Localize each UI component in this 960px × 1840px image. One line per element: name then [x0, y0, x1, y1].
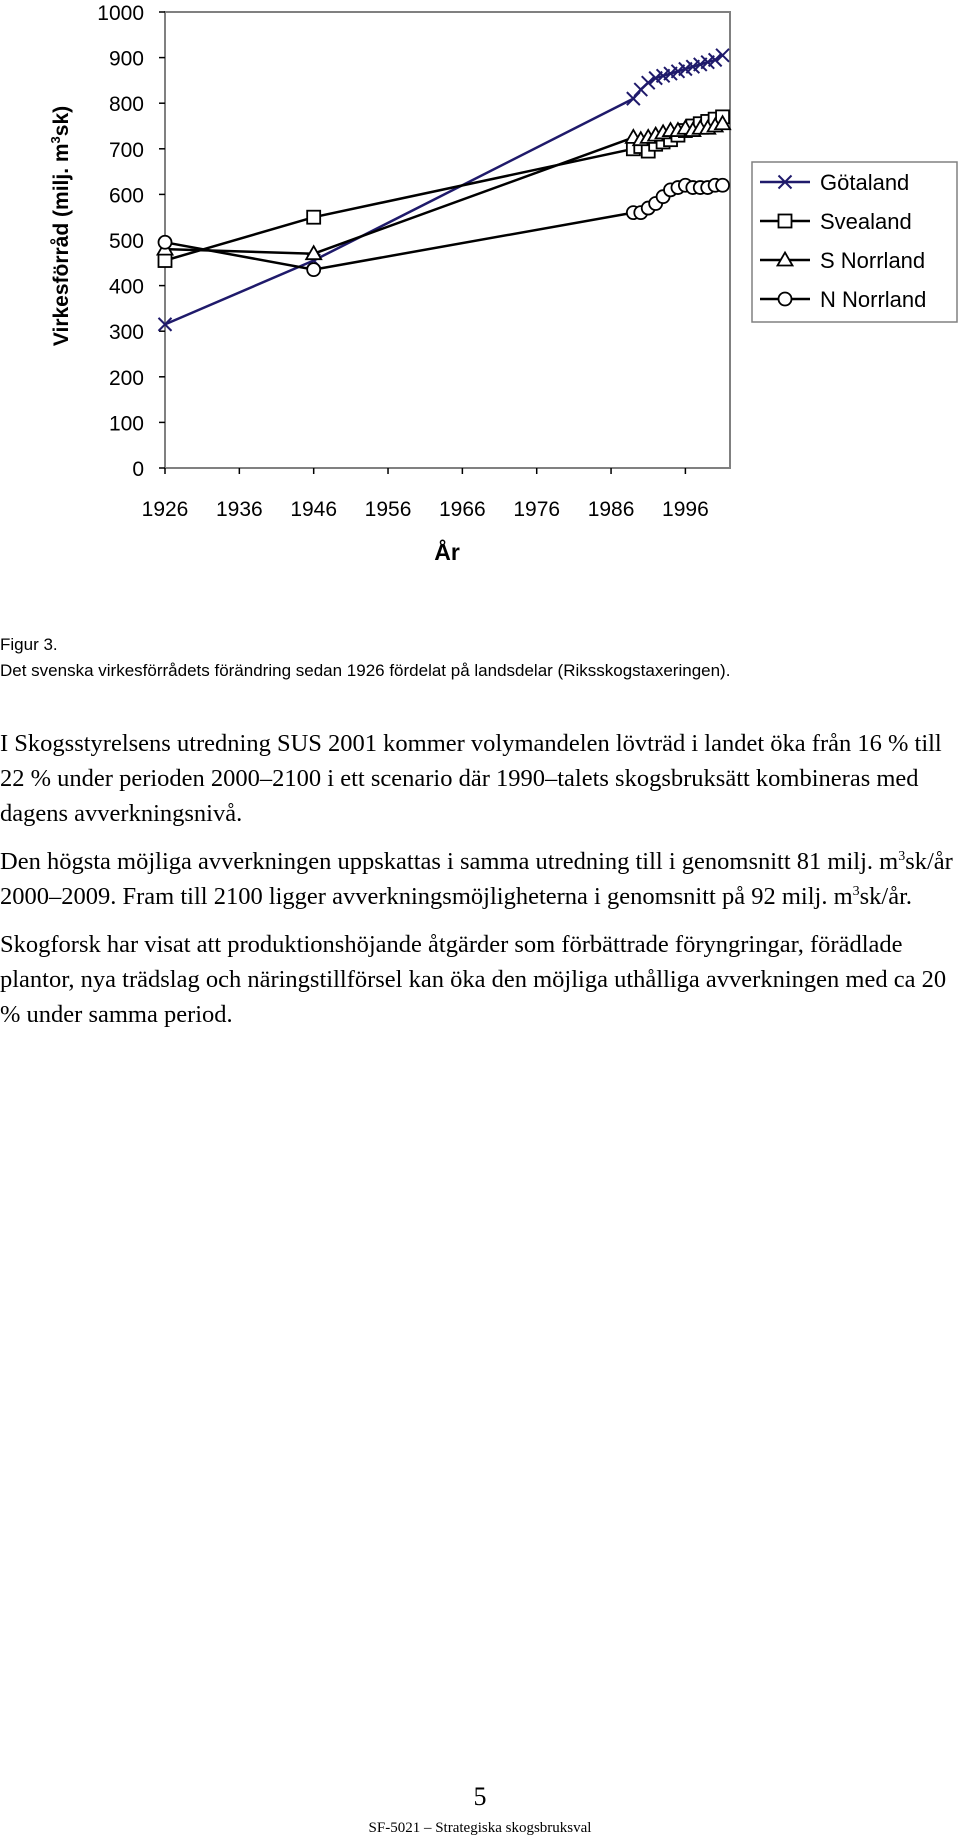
data-point — [307, 263, 320, 276]
superscript-3: 3 — [898, 849, 906, 864]
page-number: 5 — [473, 1782, 487, 1811]
y-tick-label: 400 — [108, 275, 144, 299]
y-tick-label: 0 — [132, 458, 144, 481]
superscript-3: 3 — [852, 884, 860, 899]
chart — [0, 0, 960, 600]
chart-series — [158, 49, 731, 331]
paragraph-3: Skogforsk har visat att produktionshöjande åtgärder som förbättrade föryngringar, förädlade plantor, nya trädslag och näringstillförsel kan öka den möjliga uthålliga avverkningen med ca 20 % under samma period. — [0, 931, 947, 1028]
paragraph-2-part-2: sk/år 2000–2009. Fram till 2100 ligger avverkningsmöjligheterna i genomsnitt på 92 milj. m — [0, 848, 953, 910]
caption-text: Det svenska virkesförrådets förändring sedan 1926 fördelat på landsdelar (Riksskogstaxeringen). — [0, 661, 731, 680]
y-axis-title — [48, 106, 73, 346]
y-tick-label: 600 — [108, 184, 144, 208]
series-line — [165, 185, 723, 269]
figure-caption — [0, 632, 730, 684]
legend-label: S Norrland — [820, 248, 926, 273]
legend-label: N Norrland — [820, 287, 927, 312]
y-tick-label: 800 — [108, 93, 144, 117]
chart-legend — [752, 162, 957, 322]
paragraph-2-part-1: Den högsta möjliga avverkningen uppskattas i samma utredning till i genomsnitt 81 milj. m — [0, 848, 899, 875]
page-footer: SF-5021 – Strategiska skogsbruksval — [368, 1820, 592, 1836]
chart-ticks — [97, 2, 708, 521]
y-axis-title-text: Virkesförråd (milj. $m^3sk$) — [48, 105, 73, 347]
paragraph-1: I Skogsstyrelsens utredning SUS 2001 kommer volymandelen lövträd i landet öka från 16 % till 22 % under perioden 2000–2100 i ett scenario där 1990–talets skogsbruksätt kombineras med dagens avverkningsnivå. — [0, 730, 942, 827]
y-tick-label: 900 — [108, 47, 144, 71]
paragraph-2 — [0, 844, 955, 914]
x-tick-label: 1976 — [513, 498, 561, 521]
legend-marker — [779, 215, 792, 228]
data-point — [307, 211, 320, 224]
x-tick-label: 1966 — [439, 498, 486, 521]
body-text — [0, 726, 955, 1045]
x-tick-label: 1946 — [290, 498, 338, 521]
legend-label: Götaland — [820, 170, 910, 195]
x-tick-label: 1996 — [662, 498, 709, 521]
data-point — [627, 92, 640, 105]
y-tick-label: 100 — [108, 412, 144, 436]
legend-label: Svealand — [820, 209, 912, 234]
series-svealand — [159, 110, 730, 267]
data-point — [716, 49, 729, 62]
x-tick-label: 1956 — [364, 498, 412, 521]
data-point — [716, 179, 729, 192]
y-tick-label: 700 — [108, 138, 144, 162]
legend-marker — [779, 293, 792, 306]
data-point — [159, 236, 172, 249]
y-tick-label: 200 — [108, 366, 144, 390]
y-tick-label: 1000 — [97, 2, 144, 25]
caption-figure-number: Figur 3. — [0, 635, 58, 654]
x-tick-label: 1926 — [141, 498, 189, 521]
y-tick-label: 500 — [108, 230, 144, 253]
x-tick-label: 1986 — [587, 498, 635, 521]
y-tick-label: 300 — [108, 321, 144, 345]
paragraph-2-part-3: sk/år. — [859, 883, 913, 910]
x-axis-title: År — [434, 539, 460, 565]
data-point — [159, 254, 172, 267]
data-point — [642, 76, 655, 89]
x-tick-label: 1936 — [215, 498, 263, 521]
